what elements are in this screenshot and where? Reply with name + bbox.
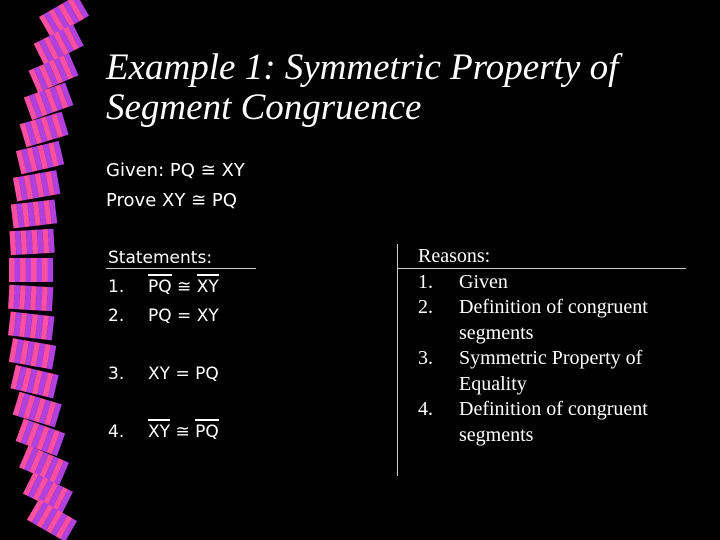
spiral-segment (11, 199, 57, 228)
equals-symbol: = (175, 364, 190, 384)
reason-text: Given (459, 270, 508, 293)
reason-row-3 (418, 346, 698, 397)
congruent-symbol: ≅ (175, 422, 190, 442)
given-statement: PQ ≅ XY (169, 160, 245, 181)
reason-row-4 (418, 397, 698, 448)
statement-number: 2. (108, 306, 125, 326)
spiral-segment (8, 285, 53, 312)
statement-number: 1. (108, 277, 125, 297)
reason-text: Definition of congruent (459, 296, 648, 318)
statement-row-4 (108, 422, 219, 442)
given-label: Given: (106, 160, 165, 181)
statement-row-2 (108, 306, 219, 326)
decorative-spiral-border (0, 0, 100, 540)
length-pq: PQ (195, 364, 219, 384)
segment-pq: PQ (195, 419, 219, 442)
reason-text-continued: segments (459, 321, 534, 344)
prove-statement: XY ≅ PQ (162, 190, 237, 211)
reason-number: 1. (418, 270, 433, 293)
reason-number: 4. (418, 398, 433, 420)
reason-text-continued: segments (459, 423, 534, 446)
prove-label: Prove (106, 190, 157, 211)
spiral-segment (13, 392, 62, 428)
spiral-segment (9, 258, 53, 282)
spiral-segment (16, 141, 64, 175)
segment-xy: XY (148, 419, 170, 442)
equals-symbol: = (177, 306, 192, 326)
reason-text-continued: Equality (459, 372, 527, 395)
column-divider (397, 244, 398, 476)
statements-header: Statements: (108, 248, 213, 268)
given-line (106, 156, 245, 186)
spiral-segment (9, 338, 56, 369)
title-line-2: Segment Congruence (106, 87, 422, 128)
statement-number: 4. (108, 422, 125, 442)
reason-text: Definition of congruent (459, 398, 648, 420)
length-xy: XY (196, 306, 219, 326)
reasons-header: Reasons: (418, 245, 491, 267)
title-line-1: Example 1: Symmetric Property of (106, 47, 619, 88)
reason-row-1 (418, 270, 698, 296)
reason-number: 3. (418, 347, 433, 369)
reasons-column (418, 244, 698, 448)
prove-line (106, 186, 245, 216)
slide-title (106, 48, 706, 128)
spiral-segment (20, 112, 69, 148)
length-xy: XY (148, 364, 171, 384)
statement-row-1 (108, 277, 219, 297)
reason-row-2 (418, 295, 698, 346)
spiral-segment (10, 365, 58, 399)
statements-header-rule (106, 268, 256, 269)
congruent-symbol: ≅ (177, 277, 192, 297)
segment-xy: XY (197, 274, 219, 297)
length-pq: PQ (148, 306, 172, 326)
given-prove-block (106, 156, 245, 216)
spiral-segment (8, 311, 54, 340)
statement-number: 3. (108, 364, 125, 384)
spiral-segment (9, 229, 54, 256)
reason-text: Symmetric Property of (459, 347, 643, 369)
reason-number: 2. (418, 296, 433, 318)
segment-pq: PQ (148, 274, 172, 297)
statement-row-3 (108, 364, 219, 384)
spiral-segment (13, 170, 60, 201)
